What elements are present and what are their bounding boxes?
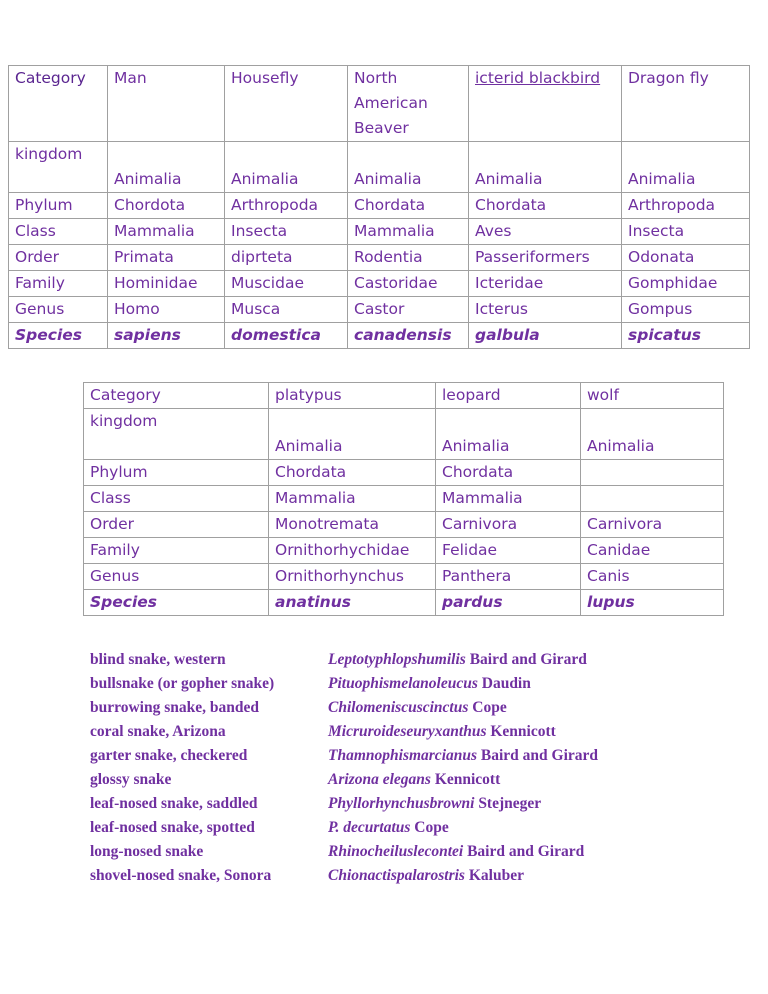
- snake-scientific-name: [328, 648, 587, 672]
- cell: Chordata: [269, 460, 436, 486]
- list-item: [90, 840, 598, 864]
- cell: Homo: [108, 297, 225, 323]
- header-blackbird-link[interactable]: icterid blackbird: [469, 66, 622, 142]
- authority: Daudin: [477, 675, 531, 692]
- authority: Kennicott: [430, 771, 501, 788]
- genus-species: Thamnophismarcianus: [328, 747, 478, 764]
- cell: canadensis: [348, 323, 469, 349]
- cell: Musca: [225, 297, 348, 323]
- cell: Carnivora: [581, 512, 724, 538]
- cell: spicatus: [622, 323, 750, 349]
- snake-scientific-name: [328, 720, 556, 744]
- cell: Gompus: [622, 297, 750, 323]
- cell: anatinus: [269, 590, 436, 616]
- genus-species: Pituophismelanoleucus: [328, 675, 478, 692]
- list-item: [90, 744, 598, 768]
- cell: Gomphidae: [622, 271, 750, 297]
- genus-species: Leptotyphlopshumilis: [328, 651, 466, 668]
- table-row-class: [9, 219, 750, 245]
- row-label: Family: [9, 271, 108, 297]
- genus-species: Chilomeniscuscinctus: [328, 699, 469, 716]
- table-row-species: [84, 590, 724, 616]
- authority: Baird and Girard: [477, 747, 599, 764]
- table-row-kingdom: [9, 142, 750, 193]
- cell: Arthropoda: [225, 193, 348, 219]
- authority: Kennicott: [486, 723, 556, 740]
- cell: Aves: [469, 219, 622, 245]
- snake-common-name: shovel-nosed snake, Sonora: [90, 867, 272, 884]
- cell: Animalia: [581, 409, 724, 460]
- cell: Animalia: [269, 409, 436, 460]
- row-label: Species: [9, 323, 108, 349]
- authority: Kaluber: [464, 867, 524, 884]
- cell: domestica: [225, 323, 348, 349]
- row-label: Class: [84, 486, 269, 512]
- cell: Ornithorhynchus: [269, 564, 436, 590]
- row-label: Genus: [84, 564, 269, 590]
- cell: pardus: [436, 590, 581, 616]
- cell: Animalia: [469, 142, 622, 193]
- cell: Animalia: [225, 142, 348, 193]
- table-row-species: [9, 323, 750, 349]
- cell: Animalia: [622, 142, 750, 193]
- cell: Panthera: [436, 564, 581, 590]
- genus-species: Phyllorhynchusbrowni: [328, 795, 475, 812]
- table-header-row: [9, 66, 750, 142]
- cell: Muscidae: [225, 271, 348, 297]
- snake-common-name: leaf-nosed snake, spotted: [90, 819, 255, 836]
- authority: Baird and Girard: [463, 843, 585, 860]
- cell: [581, 460, 724, 486]
- snake-scientific-name: [328, 864, 524, 888]
- cell: Mammalia: [348, 219, 469, 245]
- snake-common-name: coral snake, Arizona: [90, 723, 226, 740]
- row-label: kingdom: [84, 409, 269, 460]
- header-wolf: wolf: [581, 383, 724, 409]
- list-item: [90, 672, 598, 696]
- table-row-family: [84, 538, 724, 564]
- cell: Animalia: [108, 142, 225, 193]
- snake-common-name: burrowing snake, banded: [90, 699, 259, 716]
- cell: Chordata: [348, 193, 469, 219]
- list-item: [90, 720, 598, 744]
- list-item: [90, 696, 598, 720]
- cell: diprteta: [225, 245, 348, 271]
- table-row-genus: [84, 564, 724, 590]
- cell: lupus: [581, 590, 724, 616]
- list-item: [90, 792, 598, 816]
- cell: Mammalia: [436, 486, 581, 512]
- snake-scientific-name: [328, 816, 449, 840]
- row-label: kingdom: [9, 142, 108, 193]
- cell: Primata: [108, 245, 225, 271]
- snake-common-name: garter snake, checkered: [90, 747, 248, 764]
- classification-table-2: [83, 382, 724, 616]
- cell: Canis: [581, 564, 724, 590]
- row-label: Class: [9, 219, 108, 245]
- header-housefly: Housefly: [225, 66, 348, 142]
- list-item: [90, 816, 598, 840]
- snake-scientific-name: [328, 768, 500, 792]
- row-label: Family: [84, 538, 269, 564]
- list-item: [90, 648, 598, 672]
- cell: Animalia: [348, 142, 469, 193]
- cell: sapiens: [108, 323, 225, 349]
- cell: Hominidae: [108, 271, 225, 297]
- snake-scientific-name: [328, 792, 541, 816]
- table-row-class: [84, 486, 724, 512]
- cell: Castor: [348, 297, 469, 323]
- cell: Icteridae: [469, 271, 622, 297]
- row-label: Phylum: [9, 193, 108, 219]
- table-row-phylum: [9, 193, 750, 219]
- cell: Mammalia: [269, 486, 436, 512]
- header-category: Category: [9, 66, 108, 142]
- table-row-phylum: [84, 460, 724, 486]
- cell: Passeriformers: [469, 245, 622, 271]
- header-leopard: leopard: [436, 383, 581, 409]
- cell: Mammalia: [108, 219, 225, 245]
- snake-common-name: glossy snake: [90, 771, 172, 788]
- classification-table-1: [8, 65, 750, 349]
- cell: Castoridae: [348, 271, 469, 297]
- table-row-order: [84, 512, 724, 538]
- snake-common-name: blind snake, western: [90, 651, 226, 668]
- authority: Cope: [410, 819, 449, 836]
- table-row-genus: [9, 297, 750, 323]
- table-row-family: [9, 271, 750, 297]
- cell: Chordata: [469, 193, 622, 219]
- snake-scientific-name: [328, 840, 584, 864]
- snake-common-name: long-nosed snake: [90, 843, 204, 860]
- table-row-kingdom: [84, 409, 724, 460]
- genus-species: Chionactispalarostris: [328, 867, 465, 884]
- row-label: Phylum: [84, 460, 269, 486]
- cell: Insecta: [225, 219, 348, 245]
- snake-scientific-name: [328, 696, 507, 720]
- cell: Chordata: [436, 460, 581, 486]
- cell: Odonata: [622, 245, 750, 271]
- row-label: Order: [9, 245, 108, 271]
- cell: Icterus: [469, 297, 622, 323]
- cell: Ornithorhychidae: [269, 538, 436, 564]
- genus-species: P. decurtatus: [328, 819, 411, 836]
- cell: [581, 486, 724, 512]
- header-platypus: platypus: [269, 383, 436, 409]
- header-beaver: North American Beaver: [348, 66, 469, 142]
- header-category: Category: [84, 383, 269, 409]
- snake-list: [90, 648, 598, 888]
- row-label: Genus: [9, 297, 108, 323]
- genus-species: Micruroideseuryxanthus: [328, 723, 487, 740]
- cell: Monotremata: [269, 512, 436, 538]
- snake-common-name: bullsnake (or gopher snake): [90, 675, 275, 692]
- header-dragonfly: Dragon fly: [622, 66, 750, 142]
- row-label: Species: [84, 590, 269, 616]
- genus-species: Arizona elegans: [328, 771, 431, 788]
- row-label: Order: [84, 512, 269, 538]
- cell: Chordota: [108, 193, 225, 219]
- cell: Arthropoda: [622, 193, 750, 219]
- list-item: [90, 864, 598, 888]
- table-row-order: [9, 245, 750, 271]
- snake-common-name: leaf-nosed snake, saddled: [90, 795, 258, 812]
- snake-scientific-name: [328, 672, 531, 696]
- cell: Animalia: [436, 409, 581, 460]
- snake-scientific-name: [328, 744, 598, 768]
- cell: Carnivora: [436, 512, 581, 538]
- authority: Stejneger: [474, 795, 542, 812]
- cell: galbula: [469, 323, 622, 349]
- authority: Baird and Girard: [465, 651, 587, 668]
- authority: Cope: [468, 699, 507, 716]
- cell: Canidae: [581, 538, 724, 564]
- list-item: [90, 768, 598, 792]
- genus-species: Rhinocheiluslecontei: [328, 843, 464, 860]
- table-header-row: [84, 383, 724, 409]
- cell: Rodentia: [348, 245, 469, 271]
- cell: Insecta: [622, 219, 750, 245]
- cell: Felidae: [436, 538, 581, 564]
- header-man: Man: [108, 66, 225, 142]
